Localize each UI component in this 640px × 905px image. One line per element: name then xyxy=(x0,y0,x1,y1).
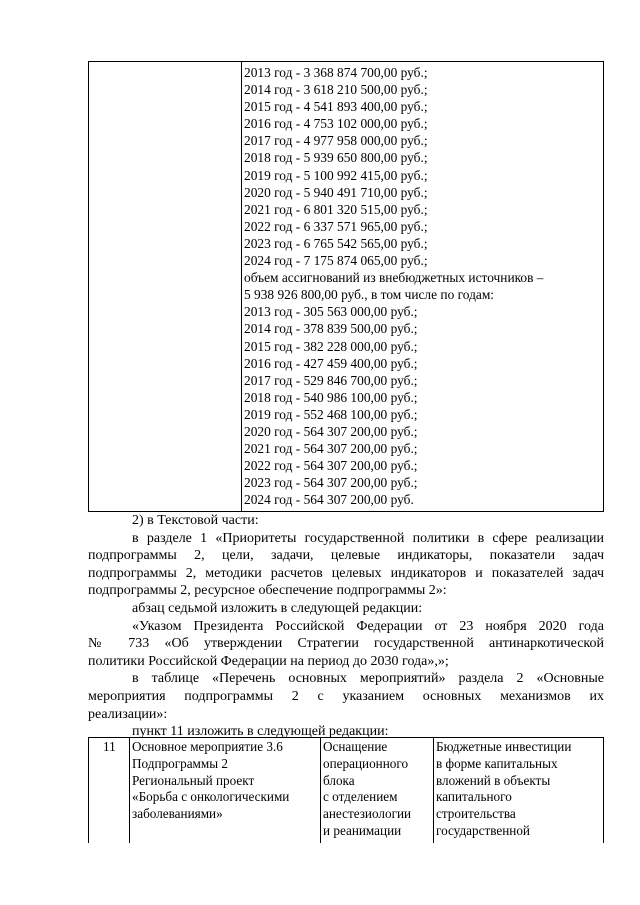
cell-line: Подпрограммы 2 xyxy=(132,755,228,771)
cell-line: 2023 год - 6 765 542 565,00 руб.; xyxy=(244,235,428,251)
measure-name-cell xyxy=(132,739,289,823)
cell-line: 2017 год - 529 846 700,00 руб.; xyxy=(244,372,418,388)
cell-line: 5 938 926 800,00 руб., в том числе по годам: xyxy=(244,287,495,303)
paragraph-abzac: абзац седьмой изложить в следующей редакции: xyxy=(132,600,423,616)
paragraph-section1-line: подпрограммы 2, цели, задачи, целевые индикаторы, показатели задач xyxy=(88,548,604,564)
item-number: 11 xyxy=(103,739,116,754)
text-body xyxy=(88,512,604,741)
table-column-divider xyxy=(129,738,130,843)
measures-table xyxy=(88,737,604,843)
table-column-divider xyxy=(433,738,434,843)
cell-line: 2016 год - 4 753 102 000,00 руб.; xyxy=(244,116,428,132)
cell-line: 2024 год - 564 307 200,00 руб. xyxy=(244,492,414,508)
funding-table xyxy=(88,61,604,512)
cell-line: 2018 год - 540 986 100,00 руб.; xyxy=(244,389,418,405)
cell-line: Оснащение xyxy=(323,739,388,754)
cell-line: 2021 год - 6 801 320 515,00 руб.; xyxy=(244,201,428,217)
cell-line: 2013 год - 3 368 874 700,00 руб.; xyxy=(244,65,428,80)
cell-line: 2020 год - 564 307 200,00 руб.; xyxy=(244,423,418,439)
cell-line: 2019 год - 5 100 992 415,00 руб.; xyxy=(244,167,428,183)
cell-line: 2015 год - 382 228 000,00 руб.; xyxy=(244,338,418,354)
cell-line: в форме капитальных xyxy=(436,755,558,771)
measure-mechanism-cell xyxy=(436,739,571,840)
cell-line: анестезиологии xyxy=(323,806,412,822)
cell-line: Основное мероприятие 3.6 xyxy=(132,739,283,754)
cell-line: 2016 год - 427 459 400,00 руб.; xyxy=(244,355,418,371)
table-column-divider xyxy=(320,738,321,843)
paragraph-section1-line: подпрограммы 2, ресурсное обеспечение подпрограммы 2»: xyxy=(88,583,447,599)
cell-line: капитального xyxy=(436,789,512,805)
paragraph-decree-line: № 733 «Об утверждении Стратегии государственной антинаркотической xyxy=(88,636,604,652)
cell-line: 2022 год - 564 307 200,00 руб.; xyxy=(244,458,418,474)
paragraph-section1-line: подпрограммы 2, методики расчетов целевых индикаторов и показателей задач xyxy=(88,565,604,581)
funding-cell xyxy=(244,64,599,508)
cell-line: объем ассигнований из внебюджетных источников – xyxy=(244,270,544,286)
cell-line: 2020 год - 5 940 491 710,00 руб.; xyxy=(244,184,428,200)
cell-line: 2018 год - 5 939 650 800,00 руб.; xyxy=(244,150,428,166)
cell-line: 2022 год - 6 337 571 965,00 руб.; xyxy=(244,218,428,234)
cell-line: с отделением xyxy=(323,789,398,805)
cell-line: заболеваниями» xyxy=(132,806,223,822)
cell-line: 2017 год - 4 977 958 000,00 руб.; xyxy=(244,133,428,149)
cell-line: 2019 год - 552 468 100,00 руб.; xyxy=(244,406,418,422)
cell-line: вложений в объекты xyxy=(436,772,551,788)
paragraph-decree-line: политики Российской Федерации на период до 2030 года»,»; xyxy=(88,653,449,669)
cell-line: 2023 год - 564 307 200,00 руб.; xyxy=(244,475,418,491)
cell-line: блока xyxy=(323,772,355,788)
paragraph-text-section: 2) в Текстовой части: xyxy=(132,513,259,528)
cell-line: строительства xyxy=(436,806,516,822)
paragraph-item11: пункт 11 изложить в следующей редакции: xyxy=(132,724,389,740)
cell-line: и реанимации xyxy=(323,822,402,838)
cell-line: 2014 год - 378 839 500,00 руб.; xyxy=(244,321,418,337)
paragraph-table-line: реализации»: xyxy=(88,706,168,722)
table-column-divider xyxy=(241,62,242,511)
cell-line: 2013 год - 305 563 000,00 руб.; xyxy=(244,304,418,320)
paragraph-table-line: мероприятия подпрограммы 2 с указанием основных механизмов их xyxy=(88,688,604,704)
cell-line: Региональный проект xyxy=(132,772,255,788)
cell-line: операционного xyxy=(323,755,409,771)
cell-line: 2015 год - 4 541 893 400,00 руб.; xyxy=(244,99,428,115)
cell-line: «Борьба с онкологическими xyxy=(132,789,290,805)
cell-line: государственной xyxy=(436,822,530,838)
paragraph-section1-line: в разделе 1 «Приоритеты государственной политики в сфере реализации xyxy=(132,530,604,546)
measure-content-cell xyxy=(323,739,411,840)
cell-line: 2014 год - 3 618 210 500,00 руб.; xyxy=(244,82,428,98)
cell-line: Бюджетные инвестиции xyxy=(436,739,572,754)
cell-line: 2021 год - 564 307 200,00 руб.; xyxy=(244,441,418,457)
paragraph-table-line: в таблице «Перечень основных мероприятий» раздела 2 «Основные xyxy=(132,671,604,687)
paragraph-decree-line: «Указом Президента Российской Федерации от 23 ноября 2020 года xyxy=(132,618,604,634)
cell-line: 2024 год - 7 175 874 065,00 руб.; xyxy=(244,253,428,269)
